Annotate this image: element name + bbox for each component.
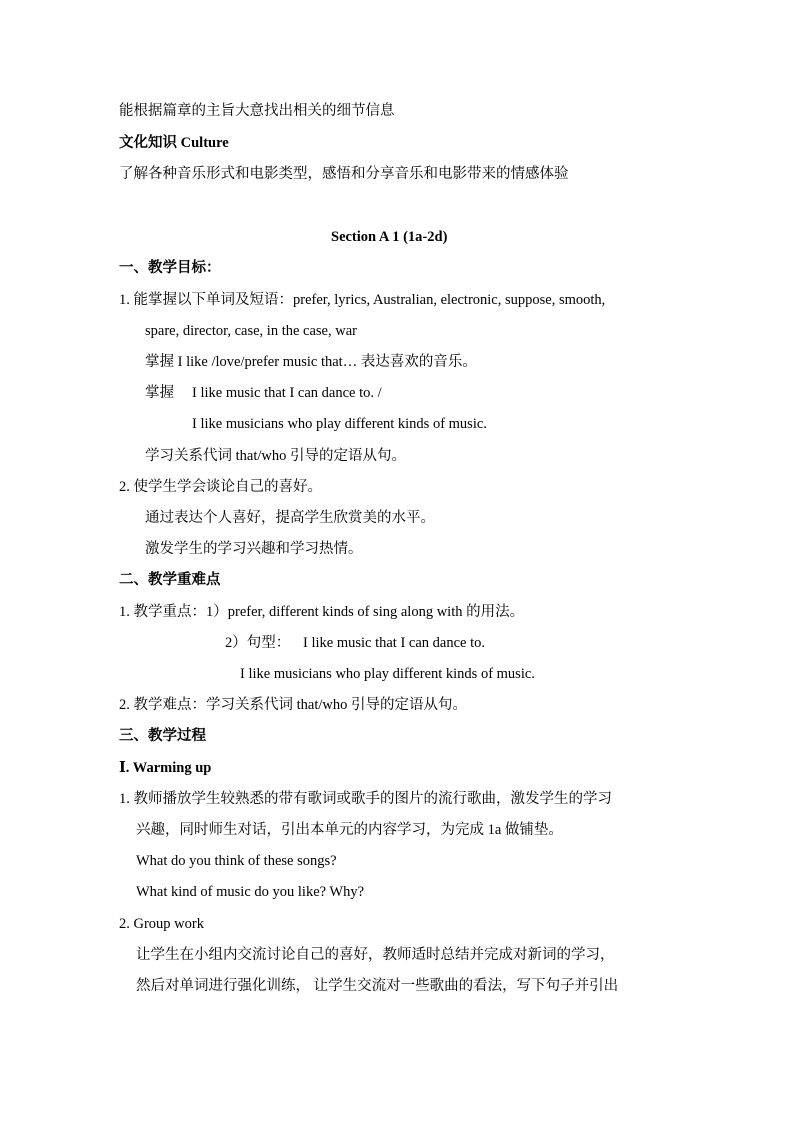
example-sentence: I like music that I can dance to.	[303, 635, 485, 651]
example-sentence: What do you think of these songs?	[136, 853, 337, 869]
text-line: 让学生在小组内交流讨论自己的喜好，教师适时总结并完成对新词的学习，	[136, 947, 615, 963]
text-line: 1. 教师播放学生较熟悉的带有歌词或歌手的图片的流行歌曲，激发学生的学习	[119, 791, 612, 807]
subheading-warming-up: Ⅰ. Warming up	[119, 760, 212, 776]
text-line: 通过表达个人喜好，提高学生欣赏美的水平。	[145, 510, 435, 526]
section-heading-culture: 文化知识 Culture	[119, 135, 229, 151]
text-line: 掌握 I like /love/prefer music that… 表达喜欢的音乐。	[145, 354, 477, 370]
heading-key-points: 二、教学重难点	[119, 572, 221, 588]
text-line: 能根据篇章的主旨大意找出相关的细节信息	[119, 103, 395, 119]
text-line: 掌握	[145, 385, 174, 401]
example-sentence: What kind of music do you like? Why?	[136, 884, 365, 900]
text-line: 2. 使学生学会谈论自己的喜好。	[119, 479, 322, 495]
section-title: Section A 1 (1a-2d)	[331, 229, 448, 245]
text-line: 2）句型：	[225, 635, 291, 651]
example-sentence: I like musicians who play different kinds of music.	[192, 416, 487, 432]
heading-teaching-process: 三、教学过程	[119, 728, 206, 744]
text-line: 2. Group work	[119, 916, 204, 932]
text-line: 1. 能掌握以下单词及短语：prefer, lyrics, Australian, electronic, suppose, smooth,	[119, 292, 606, 308]
text-line: 然后对单词进行强化训练， 让学生交流对一些歌曲的看法，写下句子并引出	[136, 978, 619, 994]
text-line: 激发学生的学习兴趣和学习热情。	[145, 541, 363, 557]
text-line: spare, director, case, in the case, war	[145, 323, 357, 339]
example-sentence: I like music that I can dance to. /	[192, 385, 382, 401]
text-line: 学习关系代词 that/who 引导的定语从句。	[145, 448, 406, 464]
text-line: 1. 教学重点：1）prefer, different kinds of sing along with 的用法。	[119, 604, 525, 620]
text-line: 了解各种音乐形式和电影类型，感悟和分享音乐和电影带来的情感体验	[119, 166, 569, 182]
text-line: 兴趣，同时师生对话，引出本单元的内容学习，为完成 1a 做铺垫。	[136, 822, 563, 838]
example-sentence: I like musicians who play different kinds of music.	[240, 666, 535, 682]
heading-teaching-goals: 一、教学目标：	[119, 260, 221, 276]
text-line: 2. 教学难点：学习关系代词 that/who 引导的定语从句。	[119, 697, 467, 713]
